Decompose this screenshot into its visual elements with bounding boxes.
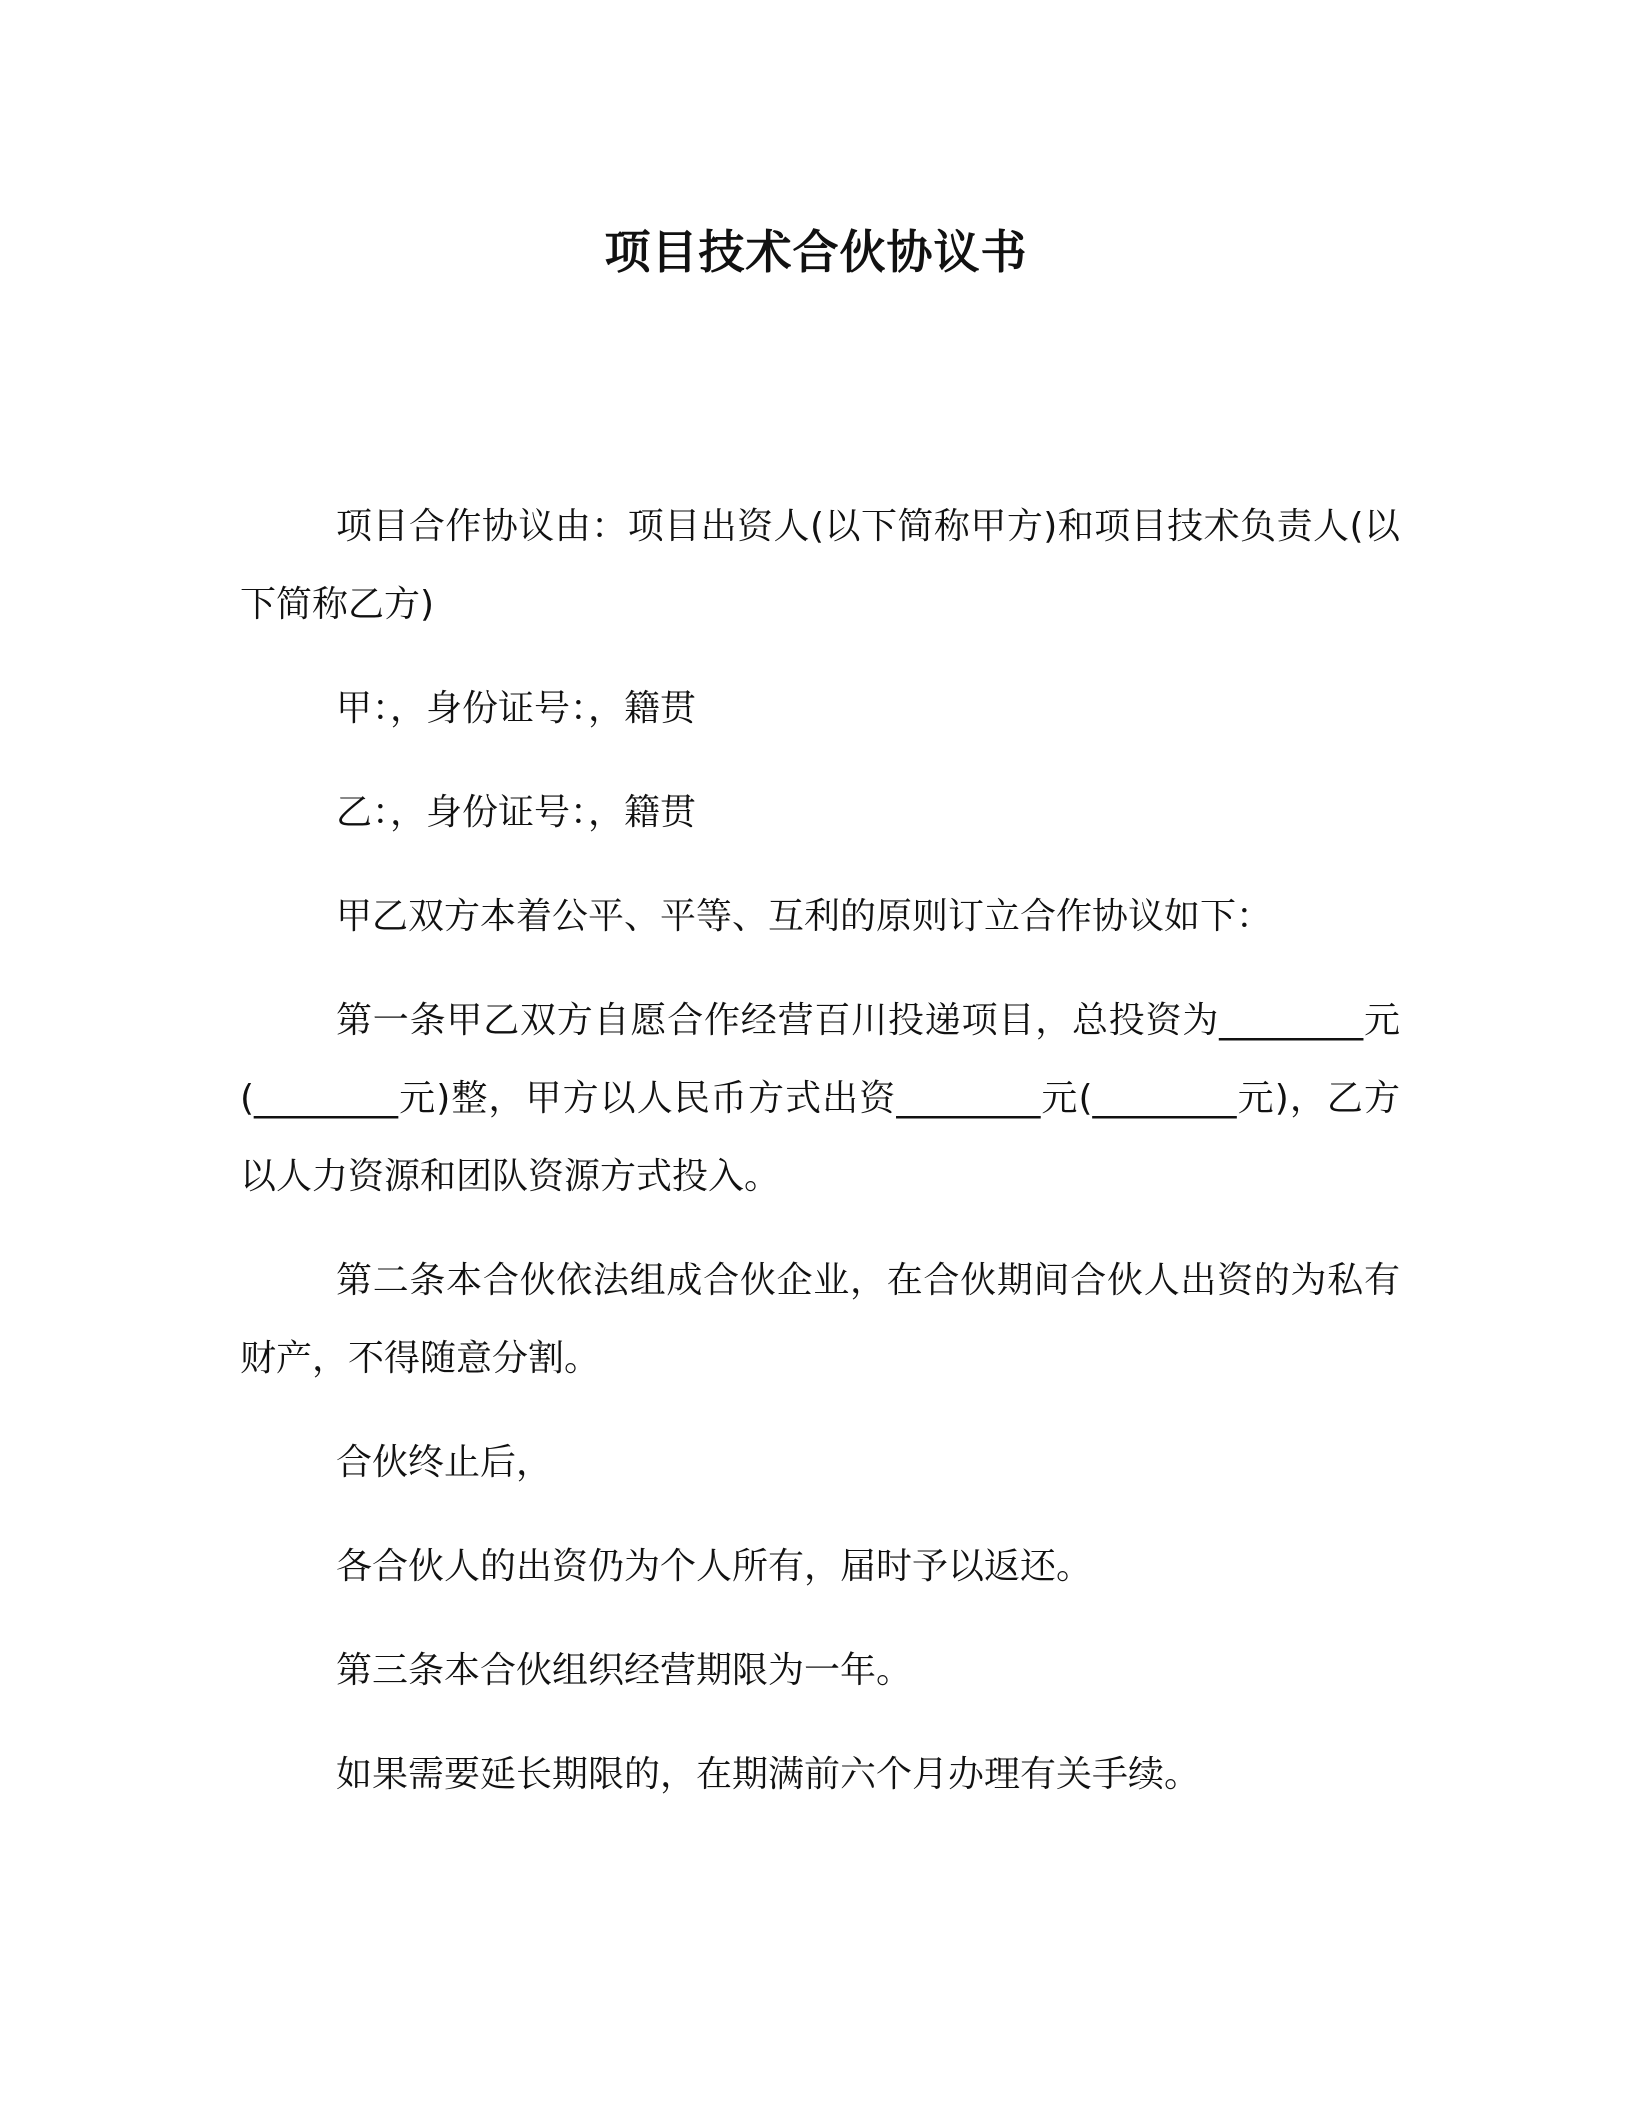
paragraph-article-1: 第一条甲乙双方自愿合作经营百川投递项目，总投资为________元(________元)整，甲方以人民币方式出资________元(________元)，乙方以人力资源和团队资源方式投入。 [240, 1000, 1400, 1197]
paragraph-termination: 合伙终止后， [336, 1442, 553, 1483]
paragraph-principles: 甲乙双方本着公平、平等、互利的原则订立合作协议如下： [336, 896, 1273, 937]
paragraph-parties-intro: 项目合作协议由：项目出资人(以下简称甲方)和项目技术负责人(以下简称乙方) [240, 506, 1400, 625]
paragraph-article-2: 第二条本合伙依法组成合伙企业，在合伙期间合伙人出资的为私有财产，不得随意分割。 [240, 1260, 1400, 1379]
paragraph-return-capital: 各合伙人的出资仍为个人所有，届时予以返还。 [336, 1546, 1093, 1587]
document-title: 项目技术合伙协议书 [604, 225, 1028, 279]
paragraph-article-3: 第三条本合伙组织经营期限为一年。 [336, 1650, 913, 1691]
paragraph-party-a: 甲：，身份证号：，籍贯 [336, 688, 697, 729]
paragraph-extension: 如果需要延长期限的，在期满前六个月办理有关手续。 [336, 1754, 1201, 1795]
paragraph-party-b: 乙：，身份证号：，籍贯 [336, 792, 697, 833]
document-body [240, 488, 1400, 1840]
